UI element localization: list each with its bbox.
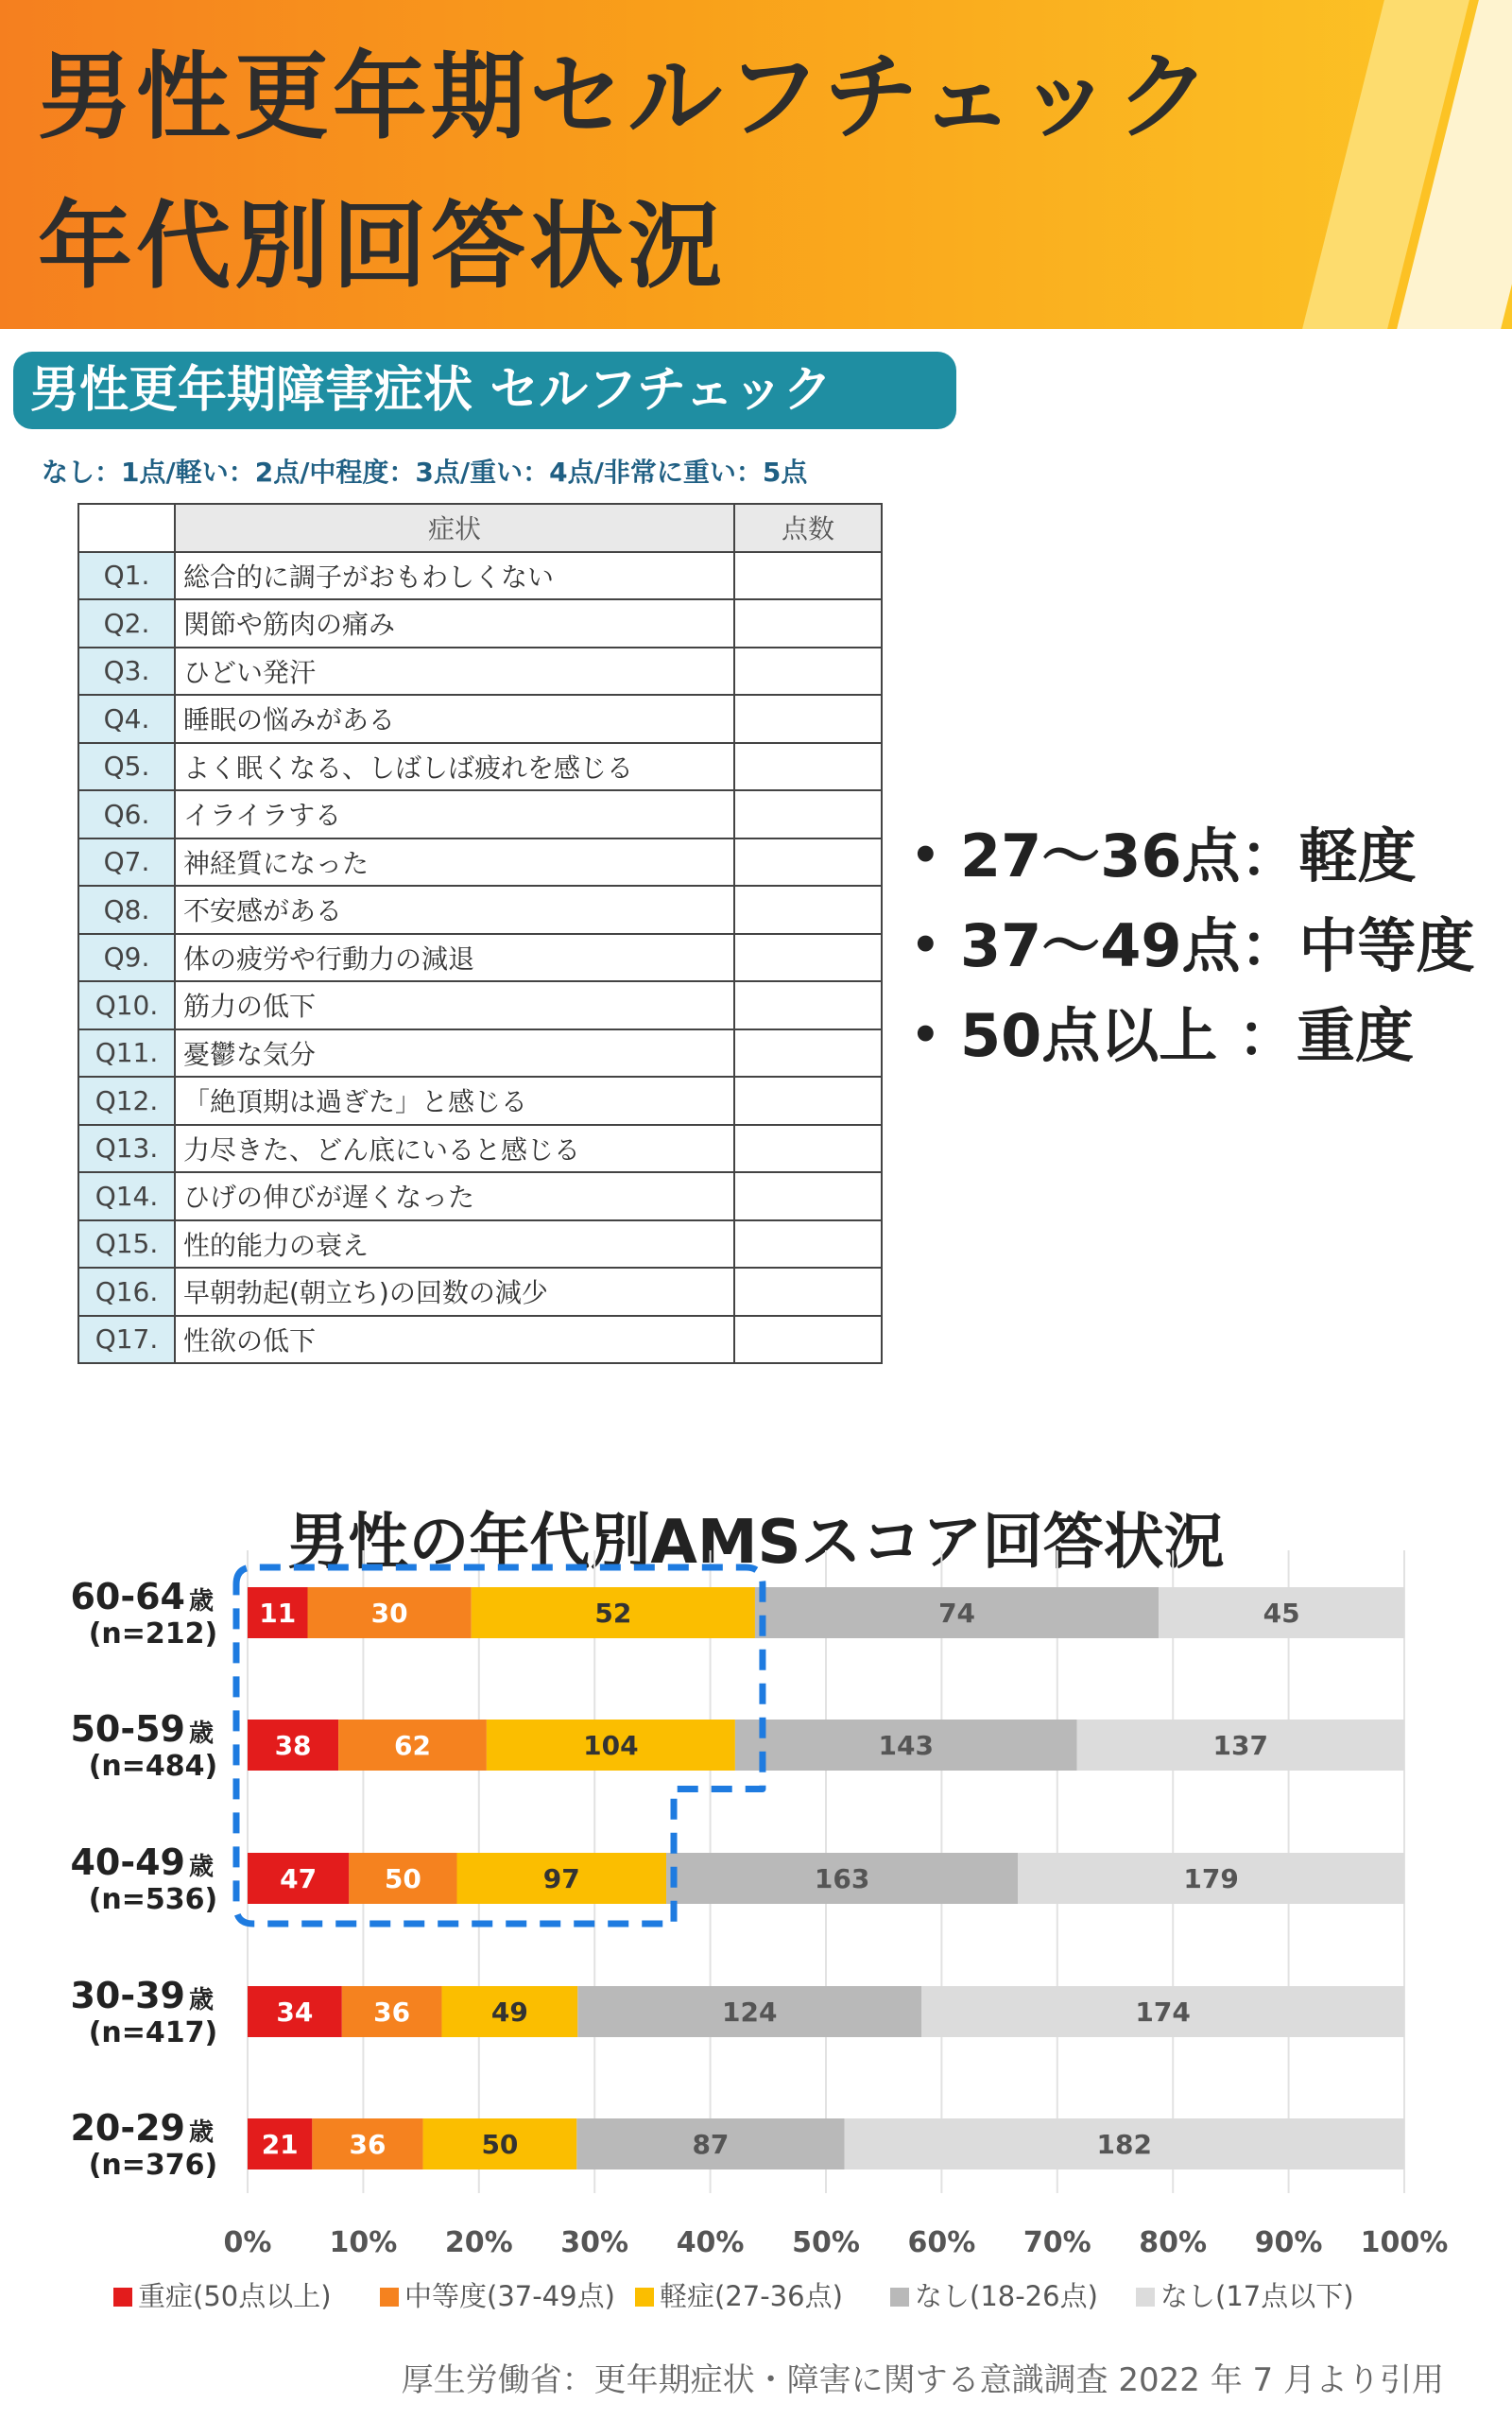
question-number: Q6. (78, 790, 175, 838)
question-number: Q3. (78, 648, 175, 696)
table-row (78, 552, 882, 600)
x-tick-label: 100% (1360, 2226, 1449, 2259)
table-row (78, 838, 882, 887)
sample-size-label: (n=536) (88, 1883, 218, 1916)
symptom-text: ひどい発汗 (175, 648, 734, 696)
score-input-cell[interactable] (734, 838, 882, 887)
score-input-cell[interactable] (734, 790, 882, 838)
data-label: 104 (583, 1730, 639, 1761)
sample-size-label: (n=417) (88, 2016, 218, 2049)
legend-swatch (635, 2288, 654, 2307)
legend-swatch (1136, 2288, 1155, 2307)
score-input-cell[interactable] (734, 1220, 882, 1269)
question-number: Q17. (78, 1316, 175, 1364)
legend-label: 重症(50点以上) (138, 2280, 332, 2312)
data-label: 52 (594, 1598, 632, 1629)
legend-swatch (380, 2288, 399, 2307)
sample-size-label: (n=484) (88, 1750, 218, 1783)
question-number: Q8. (78, 886, 175, 934)
score-input-cell[interactable] (734, 648, 882, 696)
legend-swatch (890, 2288, 909, 2307)
score-input-cell[interactable] (734, 886, 882, 934)
question-number: Q15. (78, 1220, 175, 1269)
data-label: 50 (384, 1863, 421, 1894)
score-input-cell[interactable] (734, 1029, 882, 1078)
table-header-blank (78, 504, 175, 552)
x-tick-label: 80% (1139, 2226, 1208, 2259)
question-number: Q13. (78, 1125, 175, 1173)
table-row (78, 934, 882, 982)
scoring-scale-note: なし：1点/軽い：2点/中程度：3点/重い：4点/非常に重い：5点 (42, 457, 808, 488)
score-input-cell[interactable] (734, 981, 882, 1029)
severity-item-mild: • 27〜36点：軽度 (907, 811, 1475, 901)
severity-item-severe: • 50点以上 ：重度 (907, 991, 1475, 1080)
age-unit-label: 歳 (189, 2118, 215, 2147)
x-tick-label: 10% (329, 2226, 398, 2259)
age-group-label: 40-49 (70, 1841, 185, 1883)
table-row (78, 743, 882, 791)
score-input-cell[interactable] (734, 599, 882, 648)
legend-swatch (113, 2288, 132, 2307)
data-label: 50 (481, 2129, 519, 2160)
question-number: Q11. (78, 1029, 175, 1078)
banner-title-line-2: 年代別回答状況 (38, 191, 726, 302)
age-group-label: 30-39 (70, 1975, 185, 2016)
header-banner (0, 0, 1512, 329)
question-number: Q5. (78, 743, 175, 791)
x-tick-label: 20% (444, 2226, 513, 2259)
data-label: 36 (373, 1996, 411, 2028)
age-unit-label: 歳 (189, 1587, 215, 1616)
data-label: 174 (1135, 1996, 1191, 2028)
table-header-symptom: 症状 (175, 504, 734, 552)
legend-label: なし(18-26点) (915, 2280, 1098, 2312)
data-label: 182 (1096, 2129, 1152, 2160)
question-number: Q7. (78, 838, 175, 887)
data-label: 74 (938, 1598, 976, 1629)
table-row (78, 790, 882, 838)
ams-stacked-bar-chart (0, 1550, 1512, 2344)
data-label: 87 (692, 2129, 730, 2160)
table-row (78, 695, 882, 743)
table-body (78, 552, 882, 1364)
legend-label: 中等度(37-49点) (404, 2280, 615, 2312)
score-input-cell[interactable] (734, 1268, 882, 1316)
symptom-text: 憂鬱な気分 (175, 1029, 734, 1078)
age-unit-label: 歳 (189, 1986, 215, 2014)
table-row (78, 599, 882, 648)
source-citation: 厚生労働省：更年期症状・障害に関する意識調査 2022 年 7 月より引用 (401, 2361, 1444, 2399)
banner-title-line-1: 男性更年期セルフチェック (38, 42, 1214, 152)
table-row (78, 1172, 882, 1220)
table-row (78, 648, 882, 696)
data-label: 62 (394, 1730, 431, 1761)
x-tick-label: 70% (1022, 2226, 1091, 2259)
score-input-cell[interactable] (734, 934, 882, 982)
checklist-heading: 男性更年期障害症状 セルフチェック (13, 352, 956, 429)
score-input-cell[interactable] (734, 1172, 882, 1220)
score-input-cell[interactable] (734, 1077, 882, 1125)
score-input-cell[interactable] (734, 1125, 882, 1173)
data-label: 124 (722, 1996, 778, 2028)
symptom-text: ひげの伸びが遅くなった (175, 1172, 734, 1220)
symptom-text: 睡眠の悩みがある (175, 695, 734, 743)
data-label: 163 (814, 1863, 870, 1894)
x-tick-label: 90% (1254, 2226, 1323, 2259)
data-label: 34 (276, 1996, 314, 2028)
age-unit-label: 歳 (189, 1853, 215, 1881)
x-tick-label: 40% (676, 2226, 745, 2259)
symptom-text: 「絶頂期は過ぎた」と感じる (175, 1077, 734, 1125)
age-unit-label: 歳 (189, 1720, 215, 1748)
question-number: Q12. (78, 1077, 175, 1125)
question-number: Q16. (78, 1268, 175, 1316)
question-number: Q14. (78, 1172, 175, 1220)
data-label: 45 (1263, 1598, 1300, 1629)
x-tick-label: 30% (560, 2226, 629, 2259)
legend-label: なし(17点以下) (1160, 2280, 1354, 2312)
table-row (78, 981, 882, 1029)
chart-title: 男性の年代別AMSスコア回答状況 (287, 1508, 1225, 1578)
table-row (78, 1125, 882, 1173)
symptom-text: 総合的に調子がおもわしくない (175, 552, 734, 600)
score-input-cell[interactable] (734, 743, 882, 791)
data-label: 143 (878, 1730, 934, 1761)
table-row (78, 1268, 882, 1316)
data-label: 47 (280, 1863, 318, 1894)
symptom-text: 神経質になった (175, 838, 734, 887)
age-group-label: 50-59 (70, 1708, 185, 1750)
score-input-cell[interactable] (734, 552, 882, 600)
symptom-text: 関節や筋肉の痛み (175, 599, 734, 648)
data-label: 11 (259, 1598, 297, 1629)
data-label: 21 (261, 2129, 299, 2160)
table-row (78, 1077, 882, 1125)
sample-size-label: (n=376) (88, 2149, 218, 2182)
data-label: 137 (1212, 1730, 1268, 1761)
x-tick-label: 50% (792, 2226, 860, 2259)
symptom-text: 性的能力の衰え (175, 1220, 734, 1269)
table-header-row (78, 504, 882, 552)
question-number: Q4. (78, 695, 175, 743)
table-row (78, 1029, 882, 1078)
data-label: 49 (490, 1996, 528, 2028)
question-number: Q2. (78, 599, 175, 648)
score-input-cell[interactable] (734, 695, 882, 743)
x-tick-label: 0% (223, 2226, 272, 2259)
data-label: 179 (1183, 1863, 1239, 1894)
symptom-checklist-table (77, 503, 883, 1364)
table-row (78, 886, 882, 934)
symptom-text: 力尽きた、どん底にいると感じる (175, 1125, 734, 1173)
severity-item-moderate: • 37〜49点：中等度 (907, 901, 1475, 991)
table-header-score: 点数 (734, 504, 882, 552)
data-label: 36 (349, 2129, 387, 2160)
symptom-text: 早朝勃起(朝立ち)の回数の減少 (175, 1268, 734, 1316)
score-input-cell[interactable] (734, 1316, 882, 1364)
age-group-label: 60-64 (70, 1576, 185, 1617)
age-group-label: 20-29 (70, 2107, 185, 2149)
table-row (78, 1316, 882, 1364)
legend-label: 軽症(27-36点) (660, 2280, 843, 2312)
symptom-text: 体の疲労や行動力の減退 (175, 934, 734, 982)
symptom-text: イライラする (175, 790, 734, 838)
question-number: Q1. (78, 552, 175, 600)
question-number: Q9. (78, 934, 175, 982)
data-label: 38 (274, 1730, 312, 1761)
symptom-text: 筋力の低下 (175, 981, 734, 1029)
symptom-text: 不安感がある (175, 886, 734, 934)
table-row (78, 1220, 882, 1269)
sample-size-label: (n=212) (88, 1617, 218, 1651)
symptom-text: よく眠くなる、しばしば疲れを感じる (175, 743, 734, 791)
data-label: 30 (370, 1598, 408, 1629)
symptom-text: 性欲の低下 (175, 1316, 734, 1364)
question-number: Q10. (78, 981, 175, 1029)
x-tick-label: 60% (907, 2226, 976, 2259)
severity-legend-list (907, 811, 1475, 1080)
data-label: 97 (542, 1863, 580, 1894)
